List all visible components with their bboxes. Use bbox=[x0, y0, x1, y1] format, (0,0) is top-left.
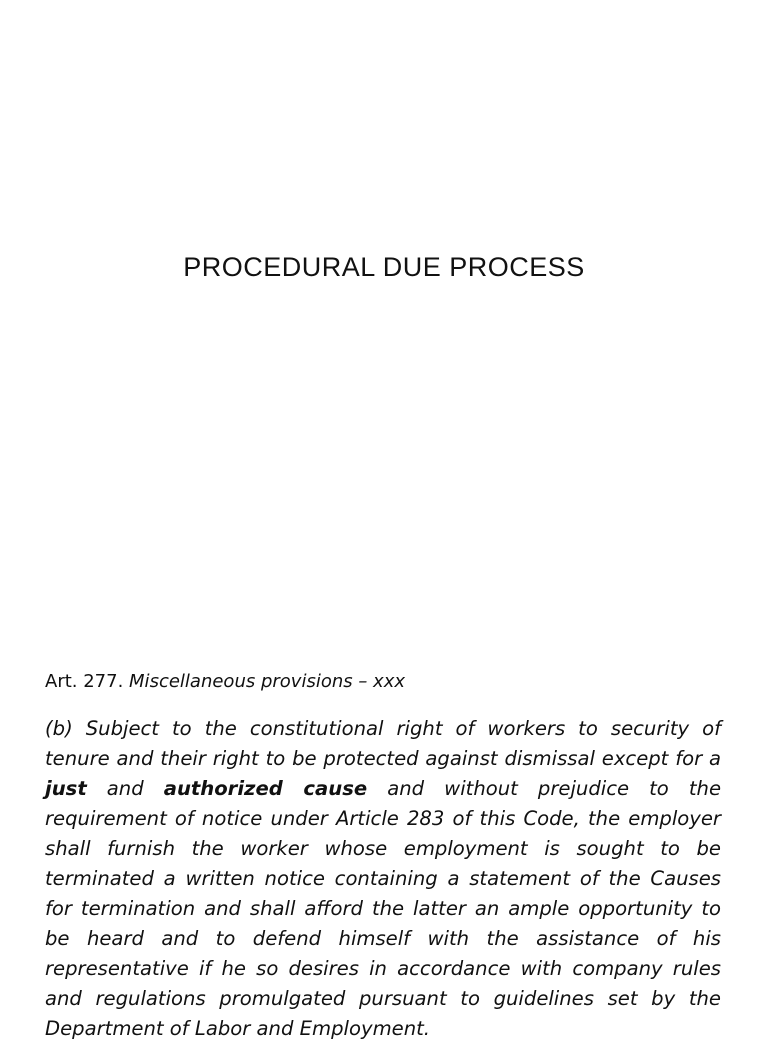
article-title: Miscellaneous provisions – xxx bbox=[129, 671, 406, 692]
paragraph-text-1: (b) Subject to the constitutional right of workers to security of tenure and their right to be protected against dismissal except for a bbox=[45, 717, 721, 770]
paragraph-text-2: and bbox=[86, 777, 164, 800]
article-paragraph bbox=[45, 714, 721, 1044]
paragraph-text-3: and without prejudice to the requirement of notice under Article 283 of this Code, the employer shall furnish the worker whose employment is sought to be terminated a written notice containing a statement of the Causes for termination and shall afford the latter an ample opportunity to be heard and to defend himself with the assistance of his representative if he so desires in accordance with company rules and regulations promulgated pursuant to guidelines set by the Department of Labor and Employment. bbox=[45, 777, 721, 1040]
article-number: Art. 277. bbox=[45, 671, 124, 692]
page-title: PROCEDURAL DUE PROCESS bbox=[183, 252, 585, 282]
article-heading bbox=[45, 668, 725, 696]
paragraph-bold-just: just bbox=[45, 777, 87, 800]
paragraph-bold-authorized-cause: authorized cause bbox=[163, 777, 368, 800]
